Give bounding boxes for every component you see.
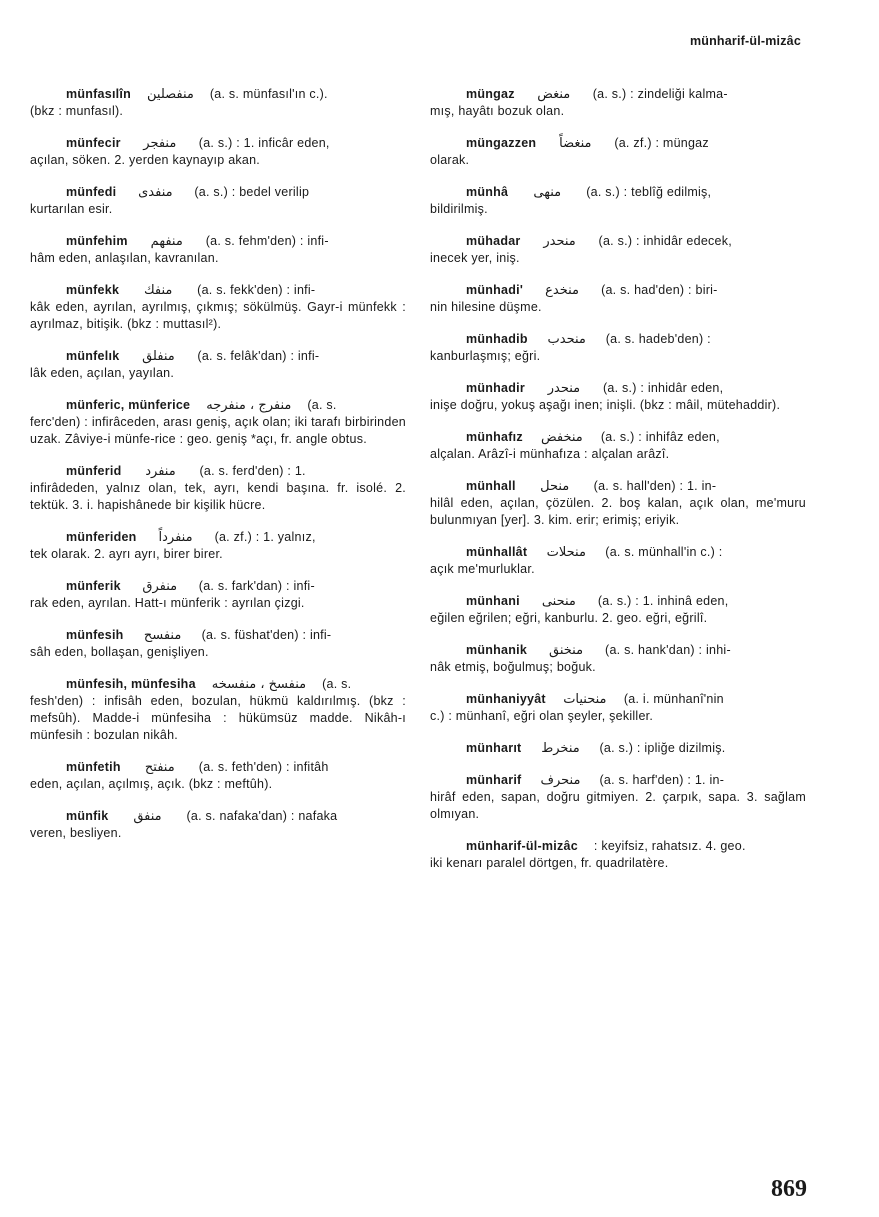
entry-arabic-script: منحدر	[547, 381, 581, 396]
entry-definition-continuation: açılan, söken. 2. yerden kaynayıp akan.	[30, 153, 261, 167]
entry-first-line	[30, 397, 406, 414]
entry-arabic-script: منفرد	[145, 464, 176, 479]
entry-first-line	[30, 808, 406, 825]
entry-headword: mühadar	[466, 234, 521, 248]
entry-definition-continuation: inecek yer, iniş.	[430, 251, 520, 265]
dictionary-entry	[430, 642, 806, 676]
entry-definition-continuation: bildirilmiş.	[430, 202, 488, 216]
entry-arabic-script: منفدى	[138, 185, 173, 200]
entry-definition-continuation: nin hilesine düşme.	[430, 300, 542, 314]
entry-definition-start: (a. s. ferd'den) : 1.	[199, 464, 306, 478]
entry-arabic-script: منفجر	[143, 136, 177, 151]
entry-definition-continuation: iki kenarı paralel dörtgen, fr. quadrilatère.	[430, 856, 669, 870]
entry-definition-continuation: sâh eden, bollaşan, genişliyen.	[30, 645, 209, 659]
entry-arabic-script: منحنى	[541, 594, 576, 609]
dictionary-entry	[430, 478, 806, 529]
entry-arabic-script: منحلات	[546, 545, 586, 560]
entry-definition-start: (a. s. nafaka'dan) : nafaka	[186, 809, 338, 823]
entry-arabic-script: منخدع	[545, 283, 579, 298]
entry-arabic-script: منحنيات	[563, 692, 607, 707]
entry-definition-continuation: hirâf eden, sapan, doğru gitmiyen. 2. çarpık, sapa. 3. sağlam olmıyan.	[430, 790, 806, 821]
entry-arabic-script: منهى	[533, 185, 562, 200]
entry-headword: münhani	[466, 594, 520, 608]
entry-first-line	[30, 759, 406, 776]
entry-arabic-script: منفرداً	[158, 530, 193, 545]
entry-arabic-script: منخنق	[549, 643, 584, 658]
entry-definition-start: (a. s.) : inhifâz eden,	[600, 430, 720, 444]
dictionary-entry	[30, 463, 406, 514]
dictionary-entry	[30, 135, 406, 169]
entry-definition-continuation: eden, açılan, açılmış, açık. (bkz : meftûh).	[30, 777, 273, 791]
page-number: 869	[771, 1176, 807, 1202]
entry-first-line	[430, 544, 806, 561]
entry-definition-continuation: mış, hayâtı bozuk olan.	[430, 104, 565, 118]
entry-first-line	[30, 578, 406, 595]
entry-first-line	[430, 282, 806, 299]
entry-arabic-script: منخفض	[540, 430, 583, 445]
entry-arabic-script: منفصلين	[147, 87, 194, 102]
entry-arabic-script: منفرق	[142, 579, 178, 594]
entry-first-line	[30, 282, 406, 299]
entry-definition-continuation: kanburlaşmış; eğri.	[430, 349, 541, 363]
entry-first-line	[30, 86, 406, 103]
entry-definition-continuation: (bkz : munfasıl).	[30, 104, 124, 118]
entry-headword: münferiden	[66, 530, 137, 544]
entry-definition-start: (a. s. füshat'den) : infi-	[201, 628, 332, 642]
entry-first-line	[430, 331, 806, 348]
entry-definition-continuation: eğilen eğrilen; eğri, kanburlu. 2. geo. eğri, eğrilî.	[430, 611, 708, 625]
entry-first-line	[430, 642, 806, 659]
entry-arabic-script: منحرف	[540, 773, 581, 788]
entry-definition-continuation: rak eden, ayrılan. Hatt-ı münferik : ayrılan çizgi.	[30, 596, 305, 610]
entry-definition-continuation: açık me'murluklar.	[430, 562, 535, 576]
entry-first-line	[30, 627, 406, 644]
entry-headword: münfetih	[66, 760, 121, 774]
entry-arabic-script: منفك	[143, 283, 173, 298]
entry-definition-start: (a. s. fark'dan) : infi-	[198, 579, 315, 593]
entry-arabic-script: منحدر	[543, 234, 576, 249]
entry-definition-start: (a. s. münfasıl'ın c.).	[209, 87, 328, 101]
entry-definition-continuation: hâm eden, anlaşılan, kavranılan.	[30, 251, 219, 265]
entry-arabic-script: منحل	[540, 479, 570, 494]
entry-definition-start: (a. s. felâk'dan) : infi-	[197, 349, 320, 363]
entry-first-line	[430, 772, 806, 789]
dictionary-entry	[30, 282, 406, 333]
entry-headword: münfekk	[66, 283, 120, 297]
dictionary-entry	[430, 838, 806, 872]
dictionary-entry	[430, 282, 806, 316]
entry-definition-start: (a. s.	[322, 677, 352, 691]
entry-definition-continuation: lâk eden, açılan, yayılan.	[30, 366, 175, 380]
entry-definition-start: (a. s. hadeb'den) :	[605, 332, 711, 346]
entry-first-line	[430, 135, 806, 152]
entry-headword: münhanik	[466, 643, 528, 657]
entry-headword: münferid	[66, 464, 122, 478]
entry-definition-start: (a. s.	[307, 398, 337, 412]
dictionary-entry	[30, 676, 406, 744]
entry-headword: müngazzen	[466, 136, 537, 150]
entry-first-line	[430, 184, 806, 201]
entry-first-line	[430, 429, 806, 446]
entry-arabic-script: منفسخ ، منفسخه	[211, 677, 307, 692]
entry-arabic-script: منخرط	[541, 741, 580, 756]
dictionary-entry	[30, 627, 406, 661]
dictionary-entry	[30, 808, 406, 842]
dictionary-entry	[30, 578, 406, 612]
left-column	[30, 86, 406, 857]
entry-headword: münfik	[66, 809, 109, 823]
dictionary-entry	[430, 544, 806, 578]
entry-first-line	[30, 529, 406, 546]
entry-definition-start: (a. s. hall'den) : 1. in-	[593, 479, 717, 493]
entry-definition-continuation: olarak.	[430, 153, 470, 167]
entry-headword: münhafız	[466, 430, 523, 444]
entry-definition-start: (a. s. fekk'den) : infi-	[197, 283, 316, 297]
dictionary-entry	[430, 772, 806, 823]
entry-definition-continuation: alçalan. Arâzî-i münhafıza : alçalan arâzî.	[430, 447, 670, 461]
entry-headword: münhall	[466, 479, 516, 493]
dictionary-entry	[430, 691, 806, 725]
entry-arabic-script: منفلق	[142, 349, 175, 364]
entry-first-line	[30, 348, 406, 365]
entry-definition-continuation: kâk eden, ayrılan, ayrılmış, çıkmış; sökülmüş. Gayr-i münfekk : ayrılmaz, bitişik. (bkz : muttasıl²).	[30, 300, 406, 331]
entry-first-line	[430, 838, 806, 855]
entry-arabic-script: منحدب	[547, 332, 586, 347]
entry-arabic-script: منفق	[133, 809, 162, 824]
entry-headword: münharif-ül-mizâc	[466, 839, 578, 853]
entry-headword: münhadi'	[466, 283, 524, 297]
dictionary-entry	[430, 429, 806, 463]
entry-first-line	[430, 740, 806, 757]
entry-definition-continuation: tek olarak. 2. ayrı ayrı, birer birer.	[30, 547, 223, 561]
entry-headword: münhadib	[466, 332, 528, 346]
entry-definition-start: (a. s.) : 1. inficâr eden,	[198, 136, 330, 150]
entry-arabic-script: منغض	[537, 87, 571, 102]
entry-definition-start: (a. s. feth'den) : infitâh	[198, 760, 329, 774]
entry-definition-start: (a. s.) : teblîğ edilmiş,	[586, 185, 712, 199]
entry-arabic-script: منفتح	[144, 760, 175, 775]
entry-definition-continuation: nâk etmiş, boğulmuş; boğuk.	[430, 660, 596, 674]
entry-definition-start: (a. i. münhanî'nin	[623, 692, 724, 706]
entry-definition-continuation: hilâl eden, açılan, çözülen. 2. boş kalan, açık olan, me'muru bulunmıyan [yer]. 3. kim. erir; erimiş; eriyik.	[430, 496, 806, 527]
dictionary-entry	[30, 348, 406, 382]
dictionary-entry	[30, 86, 406, 120]
entry-definition-continuation: c.) : münhanî, eğri olan şeyler, şekiller.	[430, 709, 654, 723]
entry-first-line	[430, 593, 806, 610]
entry-arabic-script: منفهم	[150, 234, 183, 249]
dictionary-entry	[30, 397, 406, 448]
entry-headword: münfecir	[66, 136, 121, 150]
entry-definition-start: (a. s.) : ipliğe dizilmiş.	[599, 741, 726, 755]
entry-headword: münhâ	[466, 185, 509, 199]
entry-first-line	[430, 691, 806, 708]
entry-headword: münfesih	[66, 628, 124, 642]
entry-definition-start: (a. s. harf'den) : 1. in-	[599, 773, 725, 787]
entry-definition-start: : keyifsiz, rahatsız. 4. geo.	[593, 839, 746, 853]
entry-arabic-script: منفسح	[143, 628, 182, 643]
dictionary-entry	[430, 184, 806, 218]
entry-headword: münfehim	[66, 234, 128, 248]
entry-headword: münfelık	[66, 349, 120, 363]
dictionary-entry	[430, 380, 806, 414]
entry-first-line	[430, 233, 806, 250]
entry-definition-continuation: veren, besliyen.	[30, 826, 122, 840]
entry-first-line	[30, 184, 406, 201]
entry-definition-start: (a. s. fehm'den) : infi-	[205, 234, 329, 248]
entry-headword: müngaz	[466, 87, 515, 101]
dictionary-entry	[430, 593, 806, 627]
dictionary-entry	[430, 135, 806, 169]
entry-definition-start: (a. s. had'den) : biri-	[601, 283, 718, 297]
dictionary-entry	[430, 740, 806, 757]
entry-definition-start: (a. s. münhall'in c.) :	[605, 545, 723, 559]
entry-definition-start: (a. s.) : inhidâr edecek,	[598, 234, 732, 248]
entry-first-line	[430, 380, 806, 397]
entry-first-line	[30, 135, 406, 152]
entry-definition-start: (a. s.) : 1. inhinâ eden,	[597, 594, 729, 608]
entry-headword: münferik	[66, 579, 121, 593]
running-head: münharif-ül-mizâc	[689, 34, 801, 48]
entry-definition-continuation: kurtarılan esir.	[30, 202, 113, 216]
entry-headword: münhaniyyât	[466, 692, 546, 706]
entry-headword: münharıt	[466, 741, 522, 755]
entry-definition-continuation: infirâdeden, yalnız olan, tek, ayrı, kendi başına. fr. isolé. 2. tektük. 3. i. hapishânede bir kişilik hücre.	[30, 481, 406, 512]
dictionary-entry	[30, 759, 406, 793]
dictionary-entry	[430, 331, 806, 365]
entry-definition-start: (a. zf.) : 1. yalnız,	[214, 530, 316, 544]
entry-headword: münfesih, münfesiha	[66, 677, 196, 691]
entry-definition-continuation: inişe doğru, yokuş aşağı inen; inişli. (bkz : mâil, mütehaddir).	[430, 398, 781, 412]
entry-definition-continuation: ferc'den) : infirâceden, arası geniş, açık olan; iki tarafı birbirinden uzak. Zâviye-i münfe-rice : geo. geniş *açı, fr. angle obtus.	[30, 415, 406, 446]
entry-first-line	[430, 86, 806, 103]
entry-definition-start: (a. s.) : zindeliği kalma-	[592, 87, 728, 101]
right-column	[430, 86, 806, 887]
entry-headword: münfasılîn	[66, 87, 132, 101]
entry-headword: münhallât	[466, 545, 528, 559]
entry-definition-start: (a. s.) : bedel verilip	[194, 185, 310, 199]
entry-definition-start: (a. s.) : inhidâr eden,	[602, 381, 724, 395]
entry-definition-start: (a. zf.) : müngaz	[614, 136, 709, 150]
dictionary-entry	[430, 233, 806, 267]
entry-first-line	[30, 676, 406, 693]
entry-definition-continuation: fesh'den) : infisâh eden, bozulan, hükmü kaldırılmış. (bkz : mefsûh). Madde-i münfesiha : hükümsüz madde. Nikâh-ı münfesih : bozulan nikâh.	[30, 694, 406, 742]
entry-headword: münferic, münferice	[66, 398, 191, 412]
entry-first-line	[30, 233, 406, 250]
entry-first-line	[30, 463, 406, 480]
entry-first-line	[430, 478, 806, 495]
entry-definition-start: (a. s. hank'dan) : inhi-	[605, 643, 731, 657]
entry-headword: münfedi	[66, 185, 117, 199]
dictionary-entry	[30, 233, 406, 267]
dictionary-entry	[30, 184, 406, 218]
dictionary-entry	[30, 529, 406, 563]
entry-headword: münhadir	[466, 381, 525, 395]
entry-arabic-script: منفرج ، منفرجه	[206, 398, 292, 413]
dictionary-entry	[430, 86, 806, 120]
entry-arabic-script: منغضاً	[559, 136, 592, 151]
entry-headword: münharif	[466, 773, 522, 787]
